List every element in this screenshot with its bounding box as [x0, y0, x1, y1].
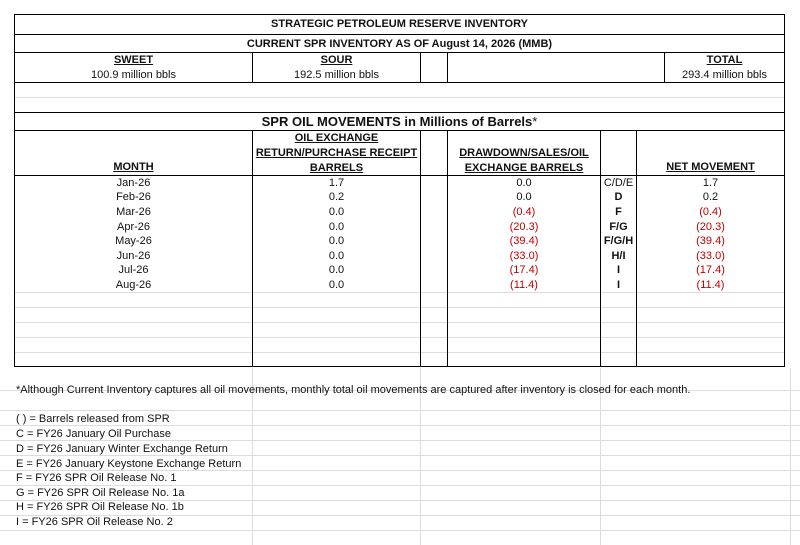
border: [420, 130, 421, 367]
gridline: [0, 530, 800, 531]
row-drawdown: (39.4): [509, 235, 539, 247]
row-month: Jan-26: [116, 177, 151, 189]
row-net: (11.4): [696, 279, 725, 291]
border: [14, 112, 785, 113]
col-month-header: MONTH: [113, 161, 154, 173]
row-drawdown: (11.4): [510, 279, 538, 291]
row-month: May-26: [115, 235, 152, 247]
legend-item: C = FY26 January Oil Purchase: [16, 428, 171, 440]
gridline: [14, 322, 784, 323]
row-net: (20.3): [696, 221, 725, 233]
row-code: C/D/E: [603, 177, 634, 189]
row-code: F/G/H: [603, 235, 634, 247]
row-drawdown: (0.4): [512, 206, 536, 218]
border: [784, 14, 785, 367]
row-month: Apr-26: [116, 221, 151, 233]
border: [14, 34, 785, 35]
row-month: Jun-26: [116, 250, 151, 262]
col-net-header: NET MOVEMENT: [666, 161, 755, 173]
row-month: Feb-26: [116, 191, 151, 203]
legend-item: E = FY26 January Keystone Exchange Return: [16, 458, 242, 470]
legend-item: ( ) = Barrels released from SPR: [16, 413, 170, 425]
row-exchange: 0.0: [328, 221, 345, 233]
border: [14, 366, 785, 367]
row-net: 0.2: [702, 191, 719, 203]
row-drawdown: (33.0): [509, 250, 539, 262]
gridline: [14, 337, 784, 338]
row-code: D: [614, 191, 623, 203]
row-code: F/G: [609, 221, 628, 233]
col-exchange-header-line3: BARRELS: [309, 162, 364, 174]
border: [14, 14, 785, 15]
row-code: I: [616, 264, 621, 276]
sour-value: 192.5 million bbls: [294, 69, 379, 81]
sweet-label: SWEET: [113, 54, 154, 66]
row-exchange: 0.0: [328, 279, 345, 291]
row-exchange: 1.7: [328, 177, 345, 189]
gridline: [0, 410, 800, 411]
row-drawdown: (17.4): [509, 264, 539, 276]
legend-item: F = FY26 SPR Oil Release No. 1: [16, 472, 177, 484]
row-drawdown: (20.3): [509, 221, 539, 233]
legend-item: D = FY26 January Winter Exchange Return: [16, 443, 228, 455]
col-exchange-header-line1: OIL EXCHANGE: [294, 132, 379, 144]
gridline: [14, 307, 784, 308]
row-exchange: 0.0: [328, 264, 345, 276]
movements-title-mark: *: [532, 114, 538, 129]
border: [420, 52, 421, 83]
gridline: [790, 368, 791, 545]
movements-title-text: SPR OIL MOVEMENTS in Millions of Barrels: [261, 114, 533, 129]
row-month: Aug-26: [115, 279, 152, 291]
row-exchange: 0.0: [328, 250, 345, 262]
col-exchange-header-line2: RETURN/PURCHASE RECEIPT: [255, 147, 418, 159]
border: [14, 82, 785, 83]
legend-item: I = FY26 SPR Oil Release No. 2: [16, 516, 173, 528]
row-exchange: 0.2: [328, 191, 345, 203]
row-net: 1.7: [702, 177, 719, 189]
sour-label: SOUR: [320, 54, 353, 66]
row-code: F: [615, 206, 622, 218]
row-exchange: 0.0: [328, 206, 345, 218]
movements-title: [15, 114, 784, 130]
row-net: (17.4): [696, 264, 725, 276]
row-drawdown: 0.0: [516, 177, 532, 189]
row-net: (0.4): [699, 206, 722, 218]
total-value: 293.4 million bbls: [682, 69, 767, 81]
row-net: (39.4): [696, 235, 725, 247]
border: [447, 52, 448, 83]
row-net: (33.0): [696, 250, 725, 262]
col-drawdown-header-line2: EXCHANGE BARRELS: [464, 162, 584, 174]
col-drawdown-header-line1: DRAWDOWN/SALES/OIL: [459, 147, 589, 159]
inventory-subtitle: CURRENT SPR INVENTORY AS OF August 14, 2026 (MMB): [246, 38, 553, 50]
gridline: [14, 352, 784, 353]
inventory-title: STRATEGIC PETROLEUM RESERVE INVENTORY: [271, 18, 528, 30]
row-code: I: [616, 279, 621, 291]
row-code: H/I: [611, 250, 626, 262]
gridline: [14, 97, 784, 98]
row-exchange: 0.0: [328, 235, 345, 247]
legend-item: G = FY26 SPR Oil Release No. 1a: [16, 487, 185, 499]
row-drawdown: 0.0: [516, 191, 532, 203]
row-month: Mar-26: [116, 206, 151, 218]
footnote: *Although Current Inventory captures all oil movements, monthly total oil movements are captured after inventory is closed for each month.: [16, 384, 691, 396]
row-month: Jul-26: [118, 264, 149, 276]
gridline: [14, 292, 784, 293]
total-label: TOTAL: [706, 54, 743, 66]
legend-item: H = FY26 SPR Oil Release No. 1b: [16, 501, 184, 513]
sweet-value: 100.9 million bbls: [91, 69, 176, 81]
